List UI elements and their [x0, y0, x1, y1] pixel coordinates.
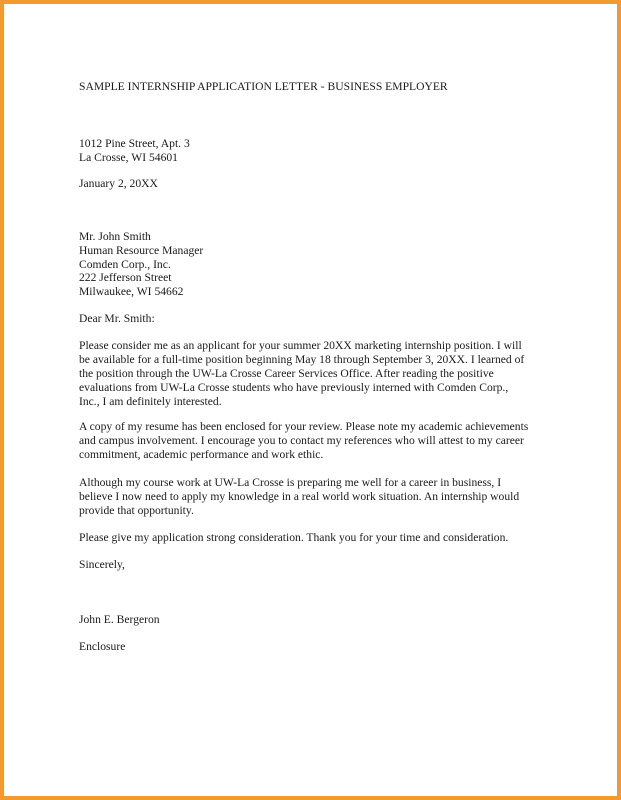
paragraph-line: believe I now need to apply my knowledge in a real world work situation. An internship would — [79, 490, 520, 503]
sender-address-line-2: La Crosse, WI 54601 — [79, 151, 178, 164]
letter-date: January 2, 20XX — [79, 177, 158, 190]
body-paragraph-2 — [79, 420, 549, 462]
paragraph-line: evaluations from UW-La Crosse students who have previously interned with Comden Corp., — [79, 381, 509, 394]
paragraph-line: provide that opportunity. — [79, 504, 194, 517]
paragraph-line: the position through the UW-La Crosse Career Services Office. After reading the positive — [79, 367, 494, 380]
letter-title: SAMPLE INTERNSHIP APPLICATION LETTER - BUSINESS EMPLOYER — [79, 80, 448, 93]
paragraph-line: Please consider me as an applicant for your summer 20XX marketing internship position. I will — [79, 339, 522, 352]
recipient-city: Milwaukee, WI 54662 — [79, 285, 184, 298]
paragraph-line: A copy of my resume has been enclosed for your review. Please note my academic achievements — [79, 420, 529, 433]
body-paragraph-3 — [79, 476, 549, 518]
paragraph-line: Although my course work at UW-La Crosse is preparing me well for a career in business, I — [79, 476, 502, 489]
recipient-title: Human Resource Manager — [79, 244, 204, 257]
recipient-street: 222 Jefferson Street — [79, 271, 172, 284]
paragraph-line: commitment, academic performance and work ethic. — [79, 448, 324, 461]
signature-name: John E. Bergeron — [79, 613, 160, 626]
paragraph-line: and campus involvement. I encourage you to contact my references who will attest to my career — [79, 434, 524, 447]
enclosure-note: Enclosure — [79, 640, 126, 653]
paragraph-line: Please give my application strong consideration. Thank you for your time and consideration. — [79, 531, 509, 544]
recipient-company: Comden Corp., Inc. — [79, 258, 171, 271]
sender-address-line-1: 1012 Pine Street, Apt. 3 — [79, 137, 190, 150]
salutation: Dear Mr. Smith: — [79, 312, 155, 325]
recipient-name: Mr. John Smith — [79, 230, 151, 243]
paragraph-line: be available for a full-time position beginning May 18 through September 3, 20XX. I learned of — [79, 353, 525, 366]
body-paragraph-1 — [79, 339, 549, 409]
paragraph-line: Inc., I am definitely interested. — [79, 395, 222, 408]
body-paragraph-4 — [79, 531, 549, 545]
closing: Sincerely, — [79, 558, 125, 571]
